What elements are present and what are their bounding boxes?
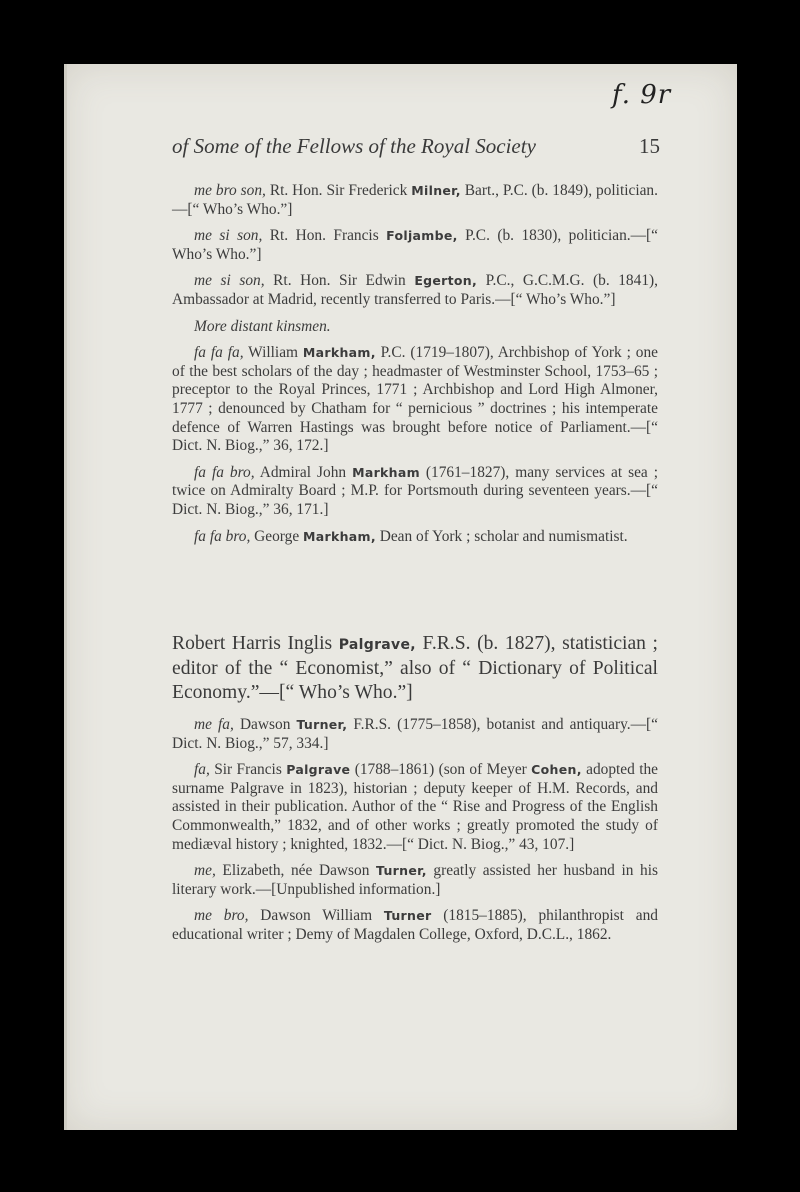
entry-text: Sir Francis xyxy=(209,761,287,779)
surname: Palgrave xyxy=(286,762,351,778)
entry-text: Dawson xyxy=(233,716,297,733)
running-header xyxy=(172,134,660,159)
surname: Markham, xyxy=(302,345,376,361)
entry-john-markham xyxy=(172,464,658,520)
relation-label: fa, xyxy=(194,761,210,779)
relation-label: me si son, xyxy=(194,227,263,245)
page-number: 15 xyxy=(639,134,660,158)
entry-egerton xyxy=(172,272,658,309)
entry-elizabeth-turner xyxy=(172,862,658,899)
entry-text: (1788–1861) (son of Meyer xyxy=(350,761,532,779)
relation-label: me bro son, xyxy=(194,182,266,199)
relation-label: fa fa fa, xyxy=(194,344,244,362)
entry-text: Elizabeth, née Dawson xyxy=(215,862,377,880)
subheading-distant-kinsmen: More distant kinsmen. xyxy=(194,317,331,335)
entry-text: Dean of York ; scholar and numismatist. xyxy=(375,527,628,545)
entry-francis-palgrave xyxy=(172,761,658,854)
relation-label: me si son, xyxy=(194,272,265,290)
running-title: of Some of the Fellows of the Royal Society xyxy=(172,134,536,158)
entry-foljambe xyxy=(172,227,658,264)
surname: Turner, xyxy=(296,717,348,732)
entry-text: Rt. Hon. Sir Frederick xyxy=(265,182,412,199)
relation-label: fa fa bro, xyxy=(194,463,255,481)
entry-text: Robert Harris Inglis xyxy=(172,633,339,654)
surname: Turner, xyxy=(376,863,427,879)
entry-text: P.C. (1719–1807), Archbishop of York ; one of the best scholars of the day ; headmaster of Westminster School, 1753–65 ; preceptor to the Royal Princes, 1771 ; Archbishop and Lord High Almoner, 1777 ; denounced by Chatham for “ pernicious ” doctrines ; his intemperate defence of Warren Hastings was brought before notice of Parliament.—[“ Dict. N. Biog.,” 36, 172.] xyxy=(172,344,659,455)
surname: Markham xyxy=(352,464,420,480)
main-entry-palgrave xyxy=(172,632,658,705)
relation-label: me bro, xyxy=(194,907,249,925)
surname: Palgrave, xyxy=(338,637,416,653)
surname: Egerton, xyxy=(414,273,478,289)
relation-label: me, xyxy=(194,862,216,880)
surname: Foljambe, xyxy=(386,228,458,244)
entry-text: Rt. Hon. Sir Edwin xyxy=(264,272,415,290)
entry-text: greatly assisted her husband in his literary work.—[Unpublished information.] xyxy=(172,862,658,898)
surname: Milner, xyxy=(411,183,461,198)
entry-text: Bart., P.C. (b. 1849), politician.—[“ Who’s Who.”] xyxy=(172,182,658,218)
entry-text: Dawson William xyxy=(248,907,384,925)
entry-text: adopted the surname Palgrave in 1823), historian ; deputy keeper of H.M. Records, and assisted in their publication. Author of the “ Rise and Progress of the English Commonwealth,” 1832, and of other works ; greatly promoted the study of mediæval history ; knighted, 1832.—[“ Dict. N. Biog.,” 43, 107.] xyxy=(172,761,659,853)
entry-dawson-william-turner xyxy=(172,907,658,944)
surname: Turner xyxy=(383,908,432,924)
relation-label: fa fa bro, xyxy=(194,527,251,545)
entry-text: George xyxy=(250,527,304,545)
relation-label: me fa, xyxy=(194,716,234,733)
surname: Cohen, xyxy=(531,762,582,778)
surname: Markham, xyxy=(303,528,376,544)
entry-text: P.C., G.C.M.G. (b. 1841), Ambassador at Madrid, recently transferred to Paris.—[“ Who’s Who.”] xyxy=(172,272,658,308)
entry-william-markham xyxy=(172,344,658,456)
entry-text: Admiral John xyxy=(254,463,353,481)
handwritten-folio-note: f. 9r xyxy=(612,80,672,110)
entry-dawson-turner xyxy=(172,716,658,753)
entry-text: F.R.S. (1775–1858), botanist and antiquary.—[“ Dict. N. Biog.,” 57, 334.] xyxy=(172,716,658,752)
entry-text: (1815–1885), philanthropist and educational writer ; Demy of Magdalen College, Oxford, D.C.L., 1862. xyxy=(172,907,658,943)
entry-text: William xyxy=(243,344,303,362)
entry-text: F.R.S. (b. 1827), statistician ; editor of the “ Economist,” also of “ Dictionary of Political Economy.”—[“ Who’s Who.”] xyxy=(172,633,658,703)
page-edge xyxy=(64,64,67,1130)
entry-milner xyxy=(172,182,658,219)
entries-section-1 xyxy=(172,182,658,554)
entry-text: (1761–1827), many services at sea ; twice on Admiralty Board ; M.P. for Portsmouth during seventeen years.—[“ Dict. N. Biog.,” 36, 171.] xyxy=(172,463,659,518)
entries-section-2 xyxy=(172,716,658,953)
entry-george-markham xyxy=(172,528,658,547)
entry-text: P.C. (b. 1830), politician.—[“ Who’s Who.”] xyxy=(172,227,658,263)
entry-text: Rt. Hon. Francis xyxy=(262,227,387,245)
